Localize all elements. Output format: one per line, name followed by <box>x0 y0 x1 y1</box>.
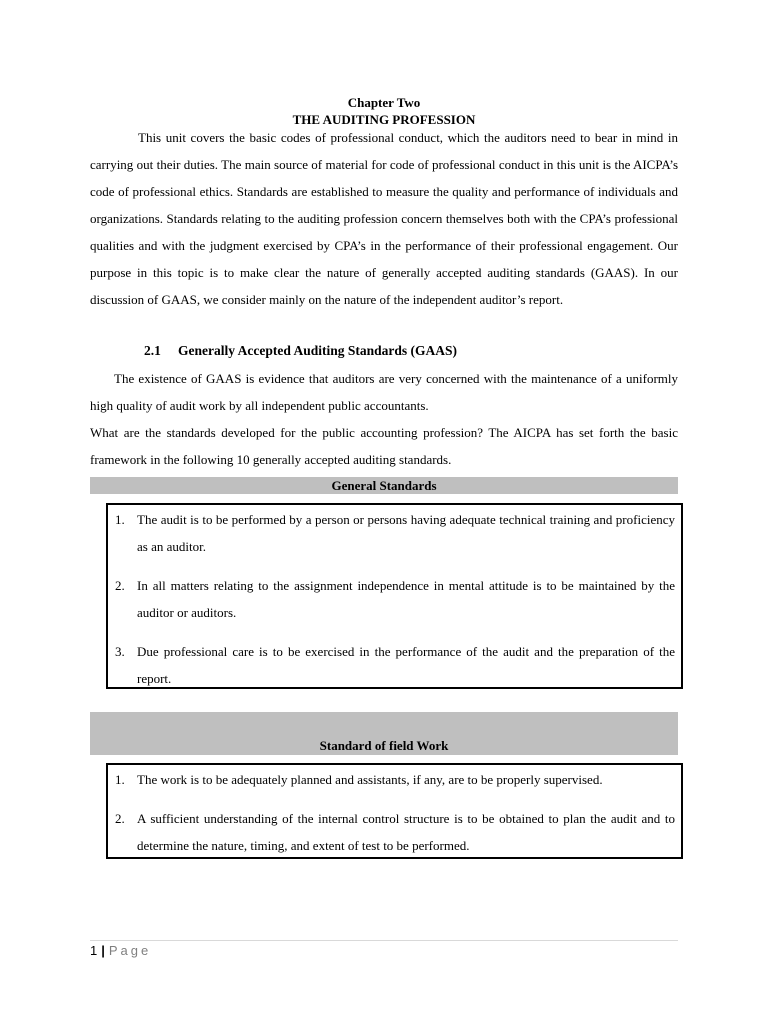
general-standards-list <box>108 506 681 692</box>
field-work-list <box>108 766 681 859</box>
page-label: Page <box>108 943 152 958</box>
section-number: 2.1 <box>144 343 161 358</box>
list-item: 3. Due professional care is to be exercised in the performance of the audit and the preparation of the report. <box>115 644 675 686</box>
section-heading <box>144 343 457 359</box>
list-item: 2. In all matters relating to the assignment independence in mental attitude is to be maintained by the auditor or auditors. <box>115 578 675 620</box>
gaas-paragraph-2: What are the standards developed for the public accounting profession? The AICPA has set forth the basic framework in the following 10 generally accepted auditing standards. <box>90 425 678 467</box>
field-work-header <box>90 712 678 755</box>
gaas-paragraph-1: The existence of GAAS is evidence that auditors are very concerned with the maintenance of a uniformly high quality of audit work by all independent public accountants. <box>90 371 678 413</box>
field-work-title: Standard of field Work <box>319 738 449 753</box>
chapter-title: THE AUDITING PROFESSION <box>292 112 476 127</box>
general-standards-header: General Standards <box>90 477 678 494</box>
section-title: Generally Accepted Auditing Standards (GAAS) <box>178 343 458 358</box>
list-item: 1. The work is to be adequately planned and assistants, if any, are to be properly supervised. <box>115 772 603 787</box>
general-standards-box <box>106 503 683 689</box>
field-work-box <box>106 763 683 859</box>
intro-paragraph: This unit covers the basic codes of professional conduct, which the auditors need to bear in mind in carrying out their duties. The main source of material for code of professional conduct in this unit is the AICPA’s code of professional ethics. Standards are established to measure the quality and performance of individuals and organizations. Standards relating to the auditing profession concern themselves both with the CPA’s professional qualities and with the judgment exercised by CPA’s in the performance of their professional engagement. Our purpose in this topic is to make clear the nature of generally accepted auditing standards (GAAS). In our discussion of GAAS, we consider mainly on the nature of the independent auditor’s report. <box>90 130 678 307</box>
footer-separator: | <box>101 943 105 958</box>
list-item: 2. A sufficient understanding of the internal control structure is to be obtained to plan the audit and to determine the nature, timing, and extent of test to be performed. <box>115 811 675 853</box>
page-footer <box>90 943 151 958</box>
chapter-label: Chapter Two <box>347 95 421 110</box>
page-number: 1 <box>90 943 98 958</box>
footer-divider <box>90 940 678 941</box>
list-item: 1. The audit is to be performed by a person or persons having adequate technical training and proficiency as an auditor. <box>115 512 675 554</box>
